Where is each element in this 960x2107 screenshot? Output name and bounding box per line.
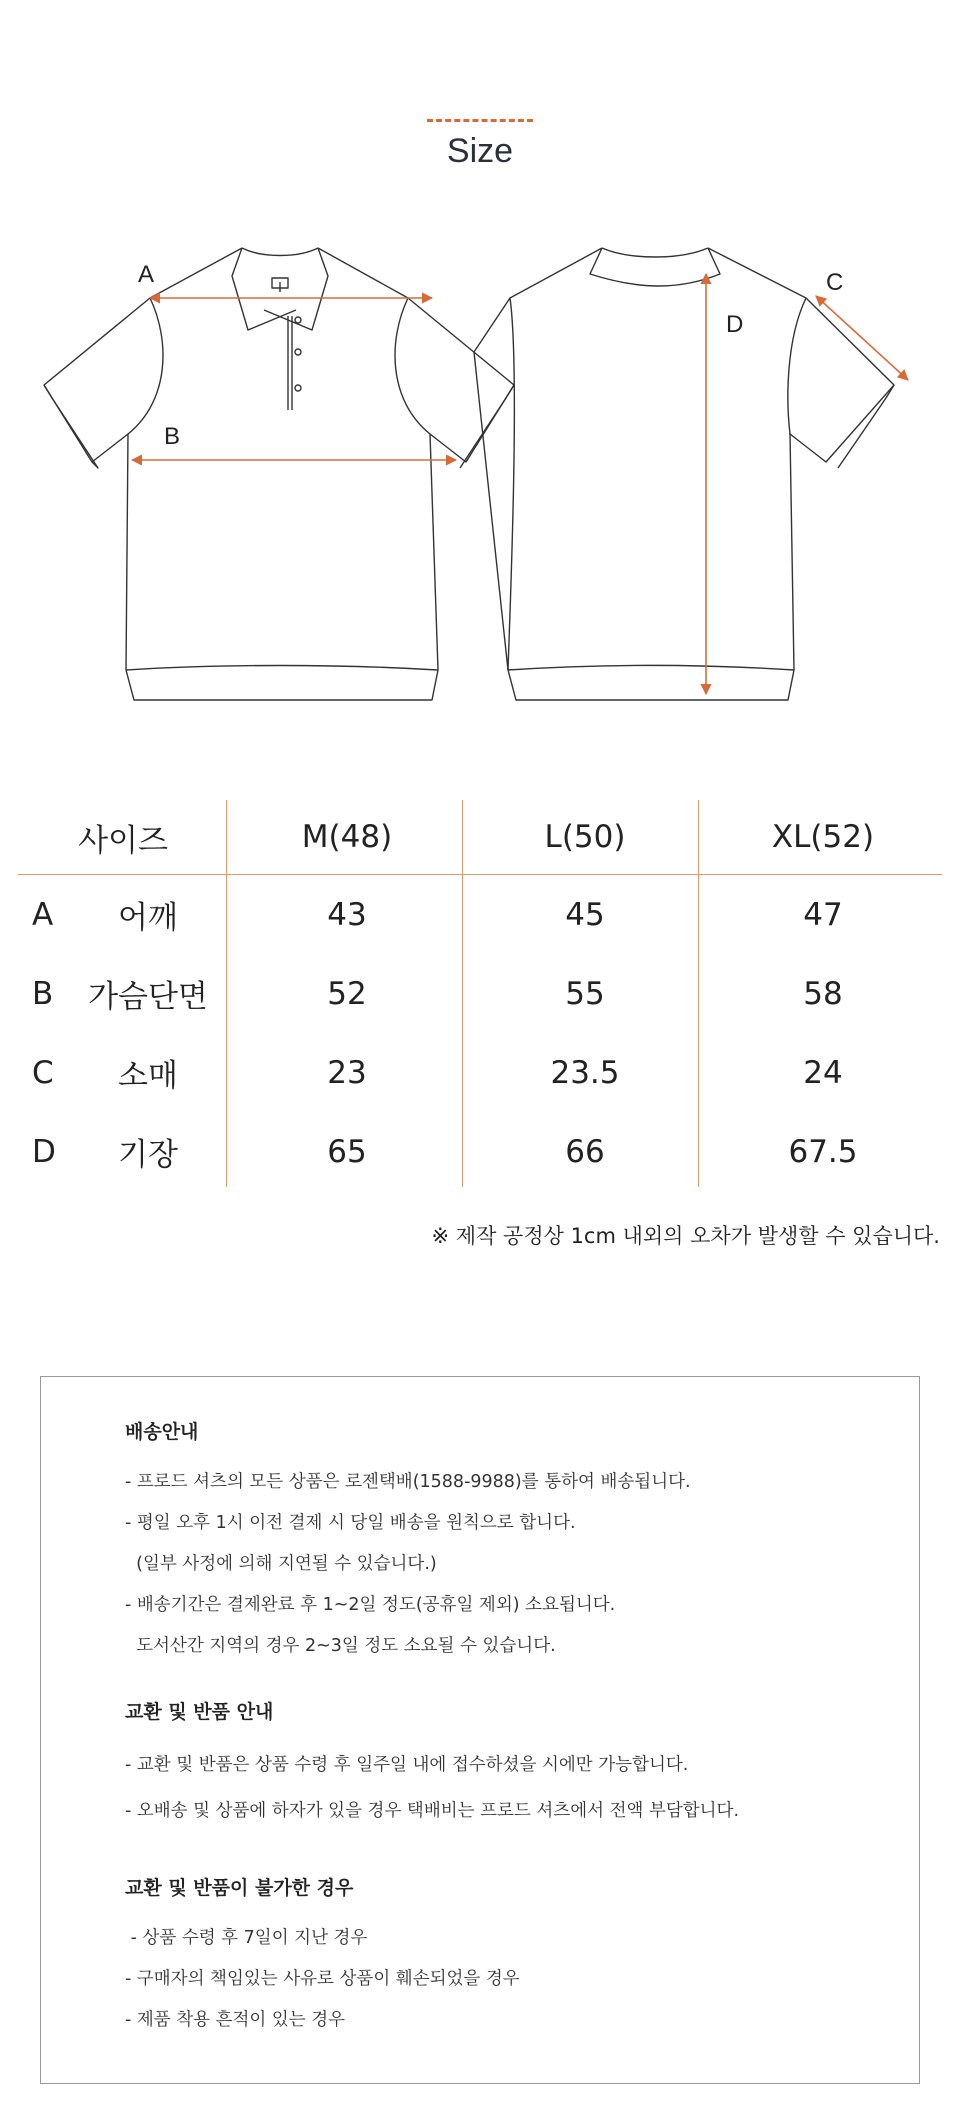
row-value: 45 [565,896,605,933]
shirt-measurement-diagram [0,230,960,730]
row-value: 65 [327,1133,367,1170]
row-value: 23.5 [550,1054,620,1091]
title-accent-dash [427,119,533,122]
shipping-line: 도서산간 지역의 경우 2~3일 정도 소요될 수 있습니다. [125,1636,556,1656]
header-xl: XL(52) [771,819,875,855]
info-box [40,1376,920,2084]
row-value: 52 [327,975,367,1012]
shipping-section [125,1417,885,1667]
not-allowed-section [125,1873,885,2041]
shipping-line: - 평일 오후 1시 이전 결제 시 당일 배송을 원칙으로 합니다. [125,1513,576,1533]
row-letter: D [32,1133,56,1170]
exchange-title: 교환 및 반품 안내 [125,1701,274,1723]
exchange-line: - 오배송 및 상품에 하자가 있을 경우 택배비는 프로드 셔츠에서 전액 부담합니다. [125,1801,740,1821]
shipping-title: 배송안내 [125,1421,199,1443]
measure-label-c: C [826,269,844,296]
front-shirt-outline [44,248,514,700]
table-row [18,875,942,954]
tolerance-note: ※ 제작 공정상 1cm 내외의 오차가 발생할 수 있습니다. [431,1224,940,1248]
row-value: 24 [803,1054,843,1091]
row-name: 기장 [118,1137,178,1173]
back-shirt-outline [474,248,894,700]
table-row [18,1033,942,1112]
measure-label-a: A [138,261,155,288]
shipping-line: - 배송기간은 결제완료 후 1~2일 정도(공휴일 제외) 소요됩니다. [125,1595,616,1615]
header-size: 사이즈 [78,822,168,859]
row-letter: B [32,975,54,1012]
row-value: 67.5 [788,1133,858,1170]
row-name: 어깨 [118,900,178,936]
size-table [18,800,942,1191]
exchange-line: - 교환 및 반품은 상품 수령 후 일주일 내에 접수하셨을 시에만 가능합니다. [125,1755,689,1775]
row-value: 47 [803,896,843,933]
row-value: 58 [803,975,843,1012]
not-allowed-title: 교환 및 반품이 불가한 경우 [125,1877,354,1899]
not-allowed-line: - 제품 착용 흔적이 있는 경우 [125,2010,346,2030]
measure-label-b: B [164,423,181,450]
shipping-line: - 프로드 셔츠의 모든 상품은 로젠택배(1588-9988)를 통하여 배송됩니다. [125,1472,691,1492]
exchange-section [125,1697,885,1834]
shipping-line: (일부 사정에 의해 지연될 수 있습니다.) [125,1554,437,1574]
measure-label-d: D [726,311,744,338]
not-allowed-line: - 상품 수령 후 7일이 지난 경우 [125,1928,368,1948]
row-letter: A [32,896,54,933]
not-allowed-line: - 구매자의 책임있는 사유로 상품이 훼손되었을 경우 [125,1969,520,1989]
header-m: M(48) [301,819,393,855]
size-table-header [18,800,942,875]
row-value: 43 [327,896,367,933]
row-letter: C [32,1054,54,1091]
row-name: 가슴단면 [88,979,208,1015]
page-title: Size [446,132,514,170]
row-value: 23 [327,1054,367,1091]
row-name: 소매 [118,1058,178,1094]
header-l: L(50) [544,819,626,855]
row-value: 55 [565,975,605,1012]
table-row [18,1112,942,1191]
row-value: 66 [565,1133,605,1170]
table-row [18,954,942,1033]
